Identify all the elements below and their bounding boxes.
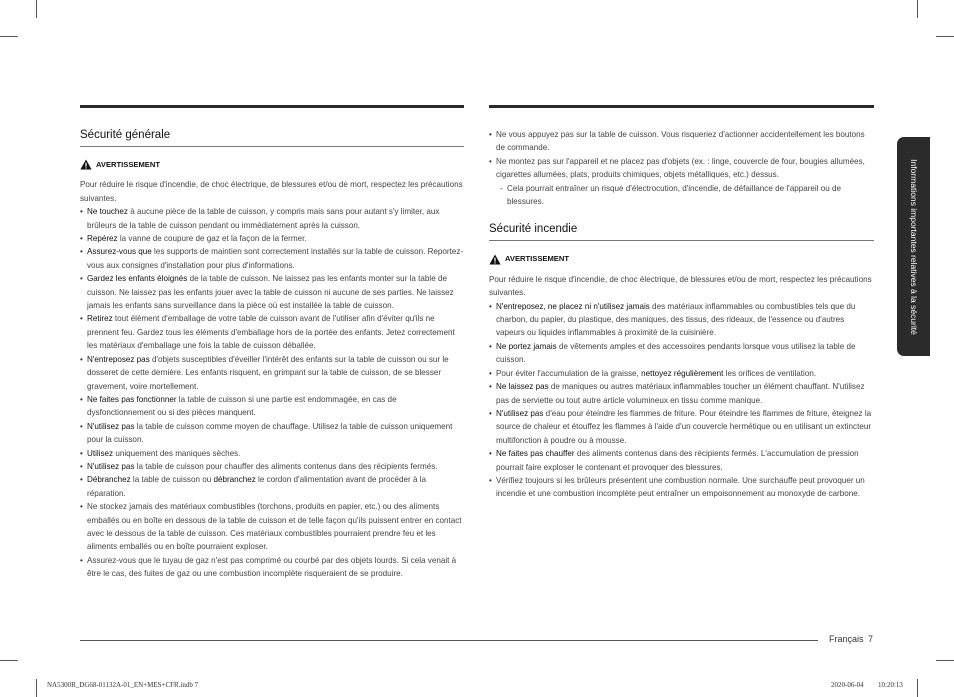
print-slug-time: 10:20:13 — [878, 681, 903, 689]
intro-text: Pour réduire le risque d'incendie, de choc électrique, de blessures et/ou de mort, respectez les précautions suivantes. — [489, 274, 872, 298]
list-item: • Assurez-vous que le tuyau de gaz n'est pas comprimé ou courbé par des objets lourds. Si cela venait à être le cas, des fuites de gaz ou une combustion incomplète risqueraient de se produire. — [80, 554, 464, 581]
list-item: • Ne portez jamais de vêtements amples et des accessoires pendants lorsque vous utilisez la table de cuisson. — [489, 340, 874, 367]
crop-mark — [936, 660, 954, 661]
list-item: • N'utilisez pas la table de cuisson pour chauffer des aliments contenus dans des récipients fermés. — [80, 460, 464, 473]
list-item: • Utilisez uniquement des maniques sèches. — [80, 447, 464, 460]
print-slug-file: NA5300R_DG68-01132A-01_EN+MES+CFR.indb 7 — [47, 681, 199, 689]
list-item: • Débranchez la table de cuisson ou débranchez le cordon d'alimentation avant de procéder à la réparation. — [80, 473, 464, 500]
crop-mark — [36, 679, 37, 697]
intro-text: Pour réduire le risque d'incendie, de choc électrique, de blessures et/ou de mort, respectez les précautions suivantes. — [80, 180, 463, 203]
list-item: • Ne laissez pas de maniques ou autres matériaux inflammables toucher un élément chauffant. N'utilisez pas de serviette ou tout autre article volumineux en tissu comme manique. — [489, 380, 874, 407]
fire-safety-list — [489, 300, 874, 501]
crop-mark — [917, 679, 918, 697]
safety-list — [80, 205, 464, 580]
list-item: • Vérifiez toujours si les brûleurs présentent une combustion normale. Une surchauffe peut provoquer un incendie et une combustion incomplète peut entraîner un empoisonnement au monoxyde de carbone. — [489, 474, 874, 501]
list-item: • Ne faites pas chauffer des aliments contenus dans des récipients fermés. L'accumulation de pression pourrait faire exploser le contenant et provoquer des blessures. — [489, 447, 874, 474]
list-item: • Pour éviter l'accumulation de la graisse, nettoyez régulièrement les orifices de ventilation. — [489, 367, 874, 380]
left-column — [80, 128, 464, 581]
list-item: • N'entreposez, ne placez ni n'utilisez jamais des matériaux inflammables ou combustibles tels que du charbon, du papier, du plastique, des maniques, des tissus, des rideaux, de l'essence ou d'autres vapeurs ou liquides inflammables à proximité de la cuisinière. — [489, 300, 874, 340]
warning-label: AVERTISSEMENT — [505, 254, 569, 264]
list-item: • N'utilisez pas la table de cuisson comme moyen de chauffage. Utilisez la table de cuisson uniquement pour la cuisson. — [80, 420, 464, 447]
warning-label: AVERTISSEMENT — [96, 160, 160, 169]
crop-mark — [936, 36, 954, 37]
list-item: • Ne faites pas fonctionner la table de cuisson si une partie est endommagée, en cas de dysfonctionnement ou si des pièces manquent. — [80, 393, 464, 420]
section-heading-fire-safety: Sécurité incendie — [489, 222, 874, 241]
crop-mark — [0, 660, 18, 661]
top-rule-right — [489, 105, 874, 108]
page-number: 7 — [868, 634, 874, 644]
chapter-side-tab-label: Informations importantes relatives à la sécurité — [908, 158, 919, 335]
crop-mark — [917, 0, 918, 18]
crop-mark — [36, 0, 37, 18]
warning-triangle-icon — [489, 254, 501, 265]
top-rule-left — [80, 105, 464, 108]
warning-header — [80, 158, 464, 171]
right-column — [489, 128, 874, 501]
list-item: • Ne montez pas sur l'appareil et ne placez pas d'objets (ex. : linge, couvercle de four, bougies allumées, cigarettes allumées, plats, produits chimiques, objets métalliques, etc.) dessus. — [489, 155, 874, 182]
section-heading-general-safety: Sécurité générale — [80, 128, 464, 147]
list-item: • Assurez-vous que les supports de maintien sont correctement installés sur la table de cuisson. Reportez-vous aux consignes d'installation pour plus d'informations. — [80, 245, 464, 272]
print-slug-date: 2020-06-04 — [831, 681, 864, 689]
continued-list — [489, 128, 874, 208]
crop-mark — [0, 36, 18, 37]
footer-language: Français — [829, 634, 864, 644]
list-item: • Repérez la vanne de coupure de gaz et la façon de la fermer. — [80, 232, 464, 245]
warning-triangle-icon — [80, 159, 92, 170]
warning-header — [489, 252, 874, 265]
chapter-side-tab — [897, 137, 930, 356]
list-item: • Ne vous appuyez pas sur la table de cuisson. Vous risqueriez d'actionner accidentellement les boutons de commande. — [489, 128, 874, 155]
footer-rule — [80, 640, 818, 641]
list-item: • Retirez tout élément d'emballage de votre table de cuisson avant de l'utiliser afin d'éviter qu'ils ne prennent feu. Gardez tous les éléments d'emballage hors de la portée des enfants. Jetez correctement les matériaux d'emballage une fois la table de cuisson déballée. — [80, 312, 464, 352]
list-item: • Ne stockez jamais des matériaux combustibles (torchons, produits en papier, etc.) ou des aliments emballés ou en boîte en dessous de la table de cuisson et de telle façon qu'ils puissent entrer en contact avec le dessous de la table de cuisson. Ces matériaux combustibles pourraient prendre feu et les aliments emballés ou en boîte pourraient exploser. — [80, 500, 464, 554]
list-item: • N'entreposez pas d'objets susceptibles d'éveiller l'intérêt des enfants sur la table de cuisson ou sur le dosseret de cette dernière. Les enfants risquent, en grimpant sur la table de cuisson, de se blesser gravement, voire mortellement. — [80, 353, 464, 393]
sub-list-item: - Cela pourrait entraîner un risque d'électrocution, d'incendie, de défaillance de l'appareil ou de blessures. — [489, 182, 874, 209]
list-item: • Gardez les enfants éloignés de la table de cuisson. Ne laissez pas les enfants monter sur la table de cuisson. Ne laissez pas les enfants jouer avec la table de cuisson ni aucune de ses parties. Ne laissez jamais les enfants sans surveillance dans la pièce où est installée la table de cuisson. — [80, 272, 464, 312]
list-item: • N'utilisez pas d'eau pour éteindre les flammes de friture. Pour éteindre les flammes de friture, éteignez la source de chaleur et étouffez les flammes à l'aide d'un couvercle hermétique ou en utilisant un extincteur multifonction à poudre ou à mousse. — [489, 407, 874, 447]
list-item: • Ne touchez à aucune pièce de la table de cuisson, y compris mais sans pour autant s'y limiter, aux brûleurs de la table de cuisson pendant ou immédiatement après la cuisson. — [80, 205, 464, 232]
